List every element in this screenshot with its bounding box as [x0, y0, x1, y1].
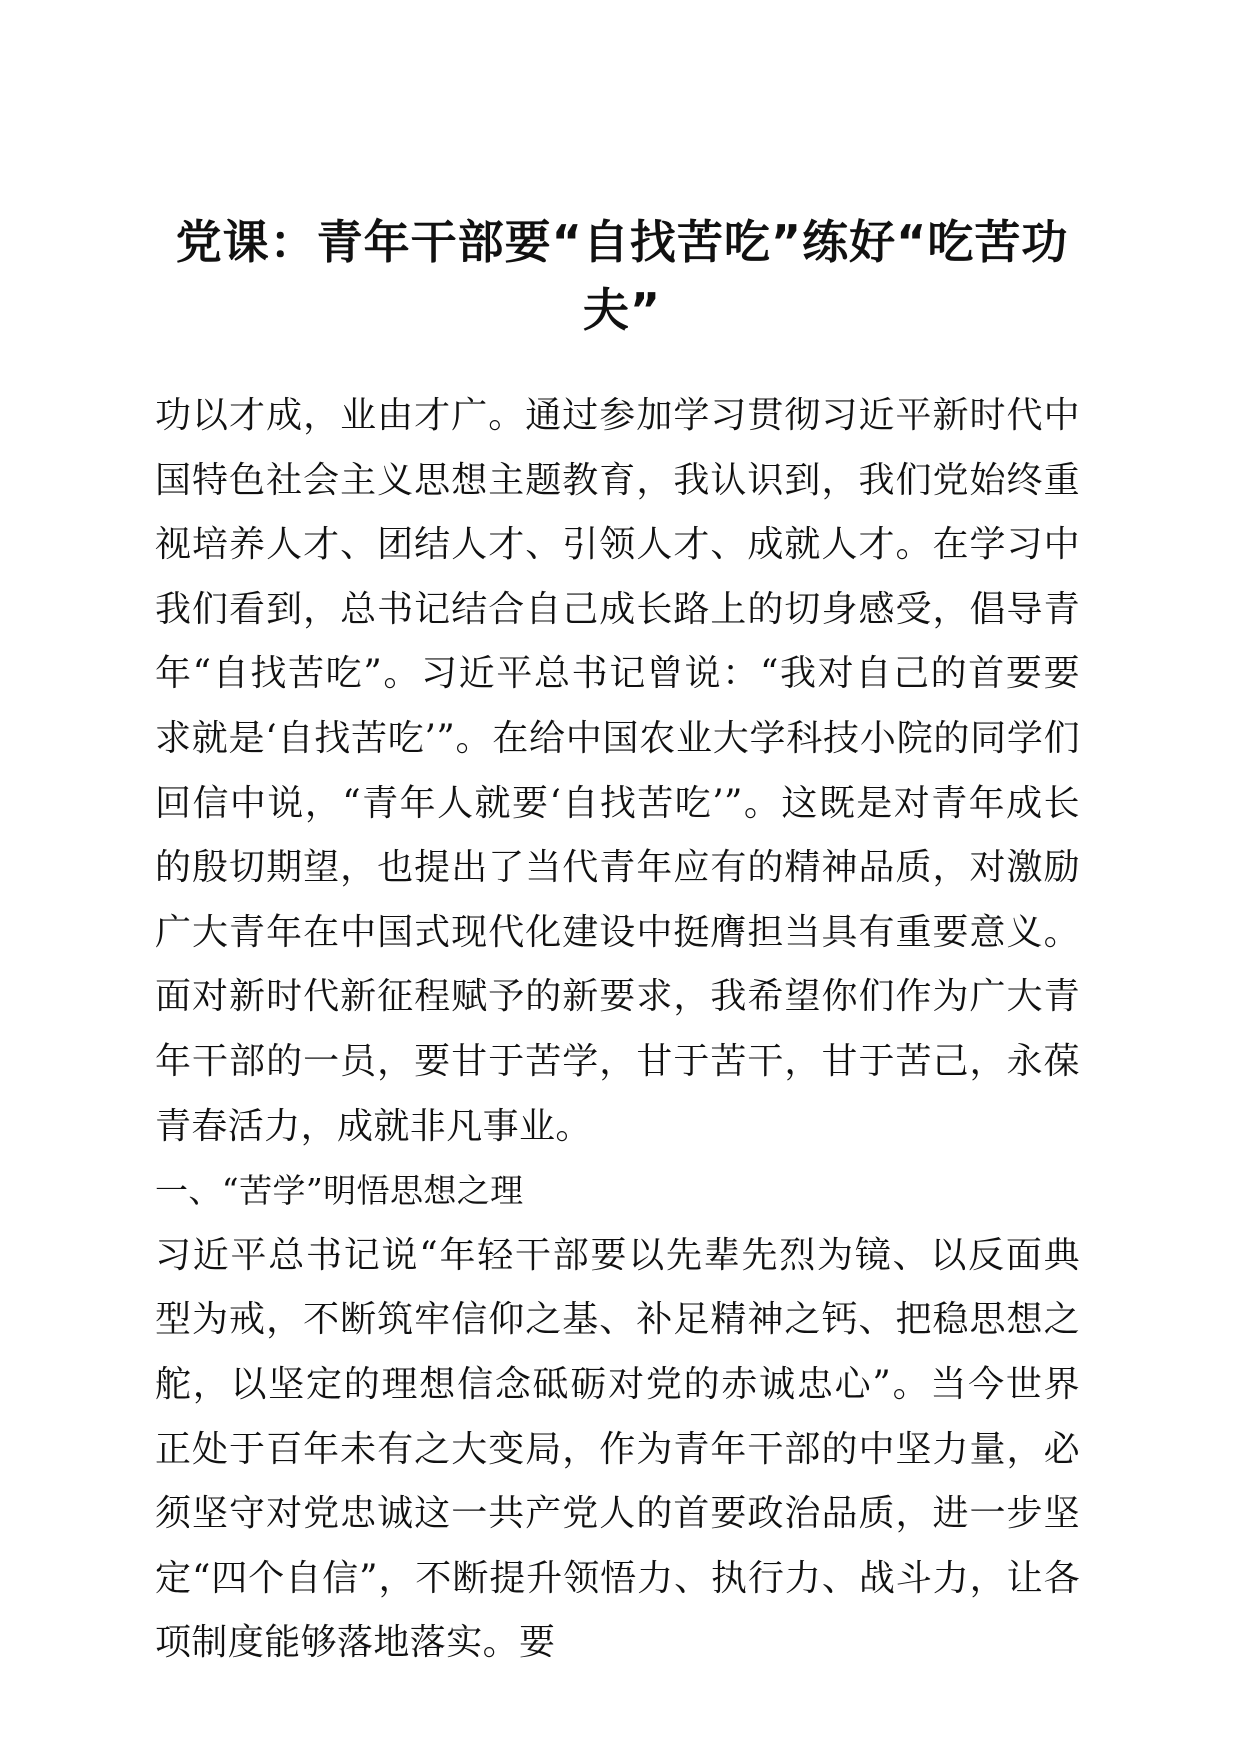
section-heading-1: 一、“苦学”明悟思想之理	[155, 1171, 524, 1211]
intro-paragraph: 功以才成，业由才广。通过参加学习贯彻习近平新时代中国特色社会主义思想主题教育，我认识到，我们党始终重视培养人才、团结人才、引领人才、成就人才。在学习中我们看到，总书记结合自己成长路上的切身感受，倡导青年“自找苦吃”。习近平总书记曾说：“我对自己的首要要求就是‘自找苦吃’”。在给中国农业大学科技小院的同学们回信中说，“青年人就要‘自找苦吃’”。这既是对青年成长的殷切期望，也提出了当代青年应有的精神品质，对激励广大青年在中国式现代化建设中挺膺担当具有重要意义。面对新时代新征程赋予的新要求，我希望你们作为广大青年干部的一员，要甘于苦学，甘于苦干，甘于苦己，永葆青春活力，成就非凡事业。	[155, 395, 1080, 1147]
document-title: 党课：青年干部要“自找苦吃”练好“吃苦功夫”	[175, 215, 1069, 337]
section-1-paragraph: 习近平总书记说“年轻干部要以先辈先烈为镜、以反面典型为戒，不断筑牢信仰之基、补足精神之钙、把稳思想之舵，以坚定的理想信念砥砺对党的赤诚忠心”。当今世界正处于百年未有之大变局，作为青年干部的中坚力量，必须坚守对党忠诚这一共产党人的首要政治品质，进一步坚定“四个自信”，不断提升领悟力、执行力、战斗力，让各项制度能够落地落实。要	[155, 1234, 1080, 1664]
document-body	[155, 384, 1080, 1676]
